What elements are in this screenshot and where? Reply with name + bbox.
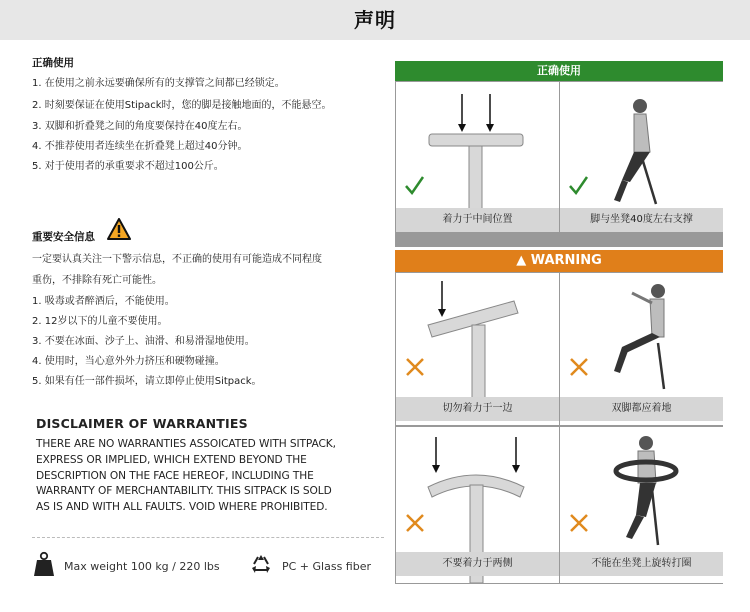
correct-use-item: 4. 不推荐使用者连续坐在折叠凳上超过40分钟。 xyxy=(32,141,248,152)
illustration-cell xyxy=(396,82,559,222)
correct-use-title: 正确使用 xyxy=(32,57,74,69)
stool-center-illustration xyxy=(396,82,559,222)
divider xyxy=(32,537,384,538)
recycle-icon xyxy=(249,554,273,576)
disclaimer-body xyxy=(36,437,386,516)
person-sitting-correct-illustration xyxy=(560,82,723,222)
safety-intro: 一定要认真关注一下警示信息，不正确的使用有可能造成不同程度 xyxy=(32,254,322,265)
page-title: 声明 xyxy=(354,8,396,32)
safety-item: 1. 吸毒或者醉酒后，不能使用。 xyxy=(32,296,175,307)
caption-both-sides: 不要着力于两侧 xyxy=(396,552,559,576)
correct-use-item: 1. 在使用之前永远要确保所有的支撑管之间都已经锁定。 xyxy=(32,78,285,89)
page-header xyxy=(0,0,750,40)
disclaimer-line: WARRANTY OF MERCHANTABILITY. THIS SITPACK IS SOLD xyxy=(36,485,332,498)
disclaimer-line: AS IS AND WITH ALL FAULTS. VOID WHERE PROHIBITED. xyxy=(36,501,328,514)
safety-item: 2. 12岁以下的儿童不要使用。 xyxy=(32,316,168,327)
disclaimer-line: EXPRESS OR IMPLIED, WHICH EXTEND BEYOND THE xyxy=(36,453,307,466)
correct-use-banner: 正确使用 xyxy=(395,61,723,81)
safety-title: 重要安全信息 xyxy=(32,231,95,243)
illustration-cell xyxy=(560,82,723,222)
caption-40-degree: 脚与坐凳40度左右支撑 xyxy=(560,208,723,232)
weight-icon xyxy=(33,551,55,577)
caption-center-force: 着力于中间位置 xyxy=(396,208,559,232)
disclaimer-line: DESCRIPTION ON THE FACE HEREOF, INCLUDING THE xyxy=(36,469,314,482)
warning-banner-icon: ▲ xyxy=(516,253,531,268)
disclaimer-title: DISCLAIMER OF WARRANTIES xyxy=(36,416,248,431)
safety-item: 3. 不要在冰面、沙子上、油滑、和易滑湿地使用。 xyxy=(32,336,255,347)
caption-side-force: 切勿着力于一边 xyxy=(396,397,559,421)
disclaimer-line: THERE ARE NO WARRANTIES ASSOICATED WITH SITPACK, xyxy=(36,438,336,450)
material-label: PC + Glass fiber xyxy=(282,560,372,573)
correct-use-item: 3. 双脚和折叠凳之间的角度要保持在40度左右。 xyxy=(32,121,248,132)
safety-item: 4. 使用时，当心意外外力挤压和硬物碰撞。 xyxy=(32,356,225,367)
correct-use-item: 2. 时刻要保证在使用Stipack时，您的脚是接触地面的，不能悬空。 xyxy=(32,100,332,111)
correct-use-item: 5. 对于使用者的承重要求不超过100公斤。 xyxy=(32,161,224,172)
safety-item: 5. 如果有任一部件损坏，请立即停止使用Sitpack。 xyxy=(32,376,262,387)
safety-intro: 重伤，不排除有死亡可能性。 xyxy=(32,275,162,286)
warning-banner-label: WARNING xyxy=(530,253,602,268)
caption-no-spinning: 不能在坐凳上旋转打圈 xyxy=(560,552,723,576)
warning-banner xyxy=(395,250,723,272)
caption-feet-on-ground: 双脚都应着地 xyxy=(560,397,723,421)
warning-icon xyxy=(107,218,131,240)
max-weight-label: Max weight 100 kg / 220 lbs xyxy=(64,560,220,573)
